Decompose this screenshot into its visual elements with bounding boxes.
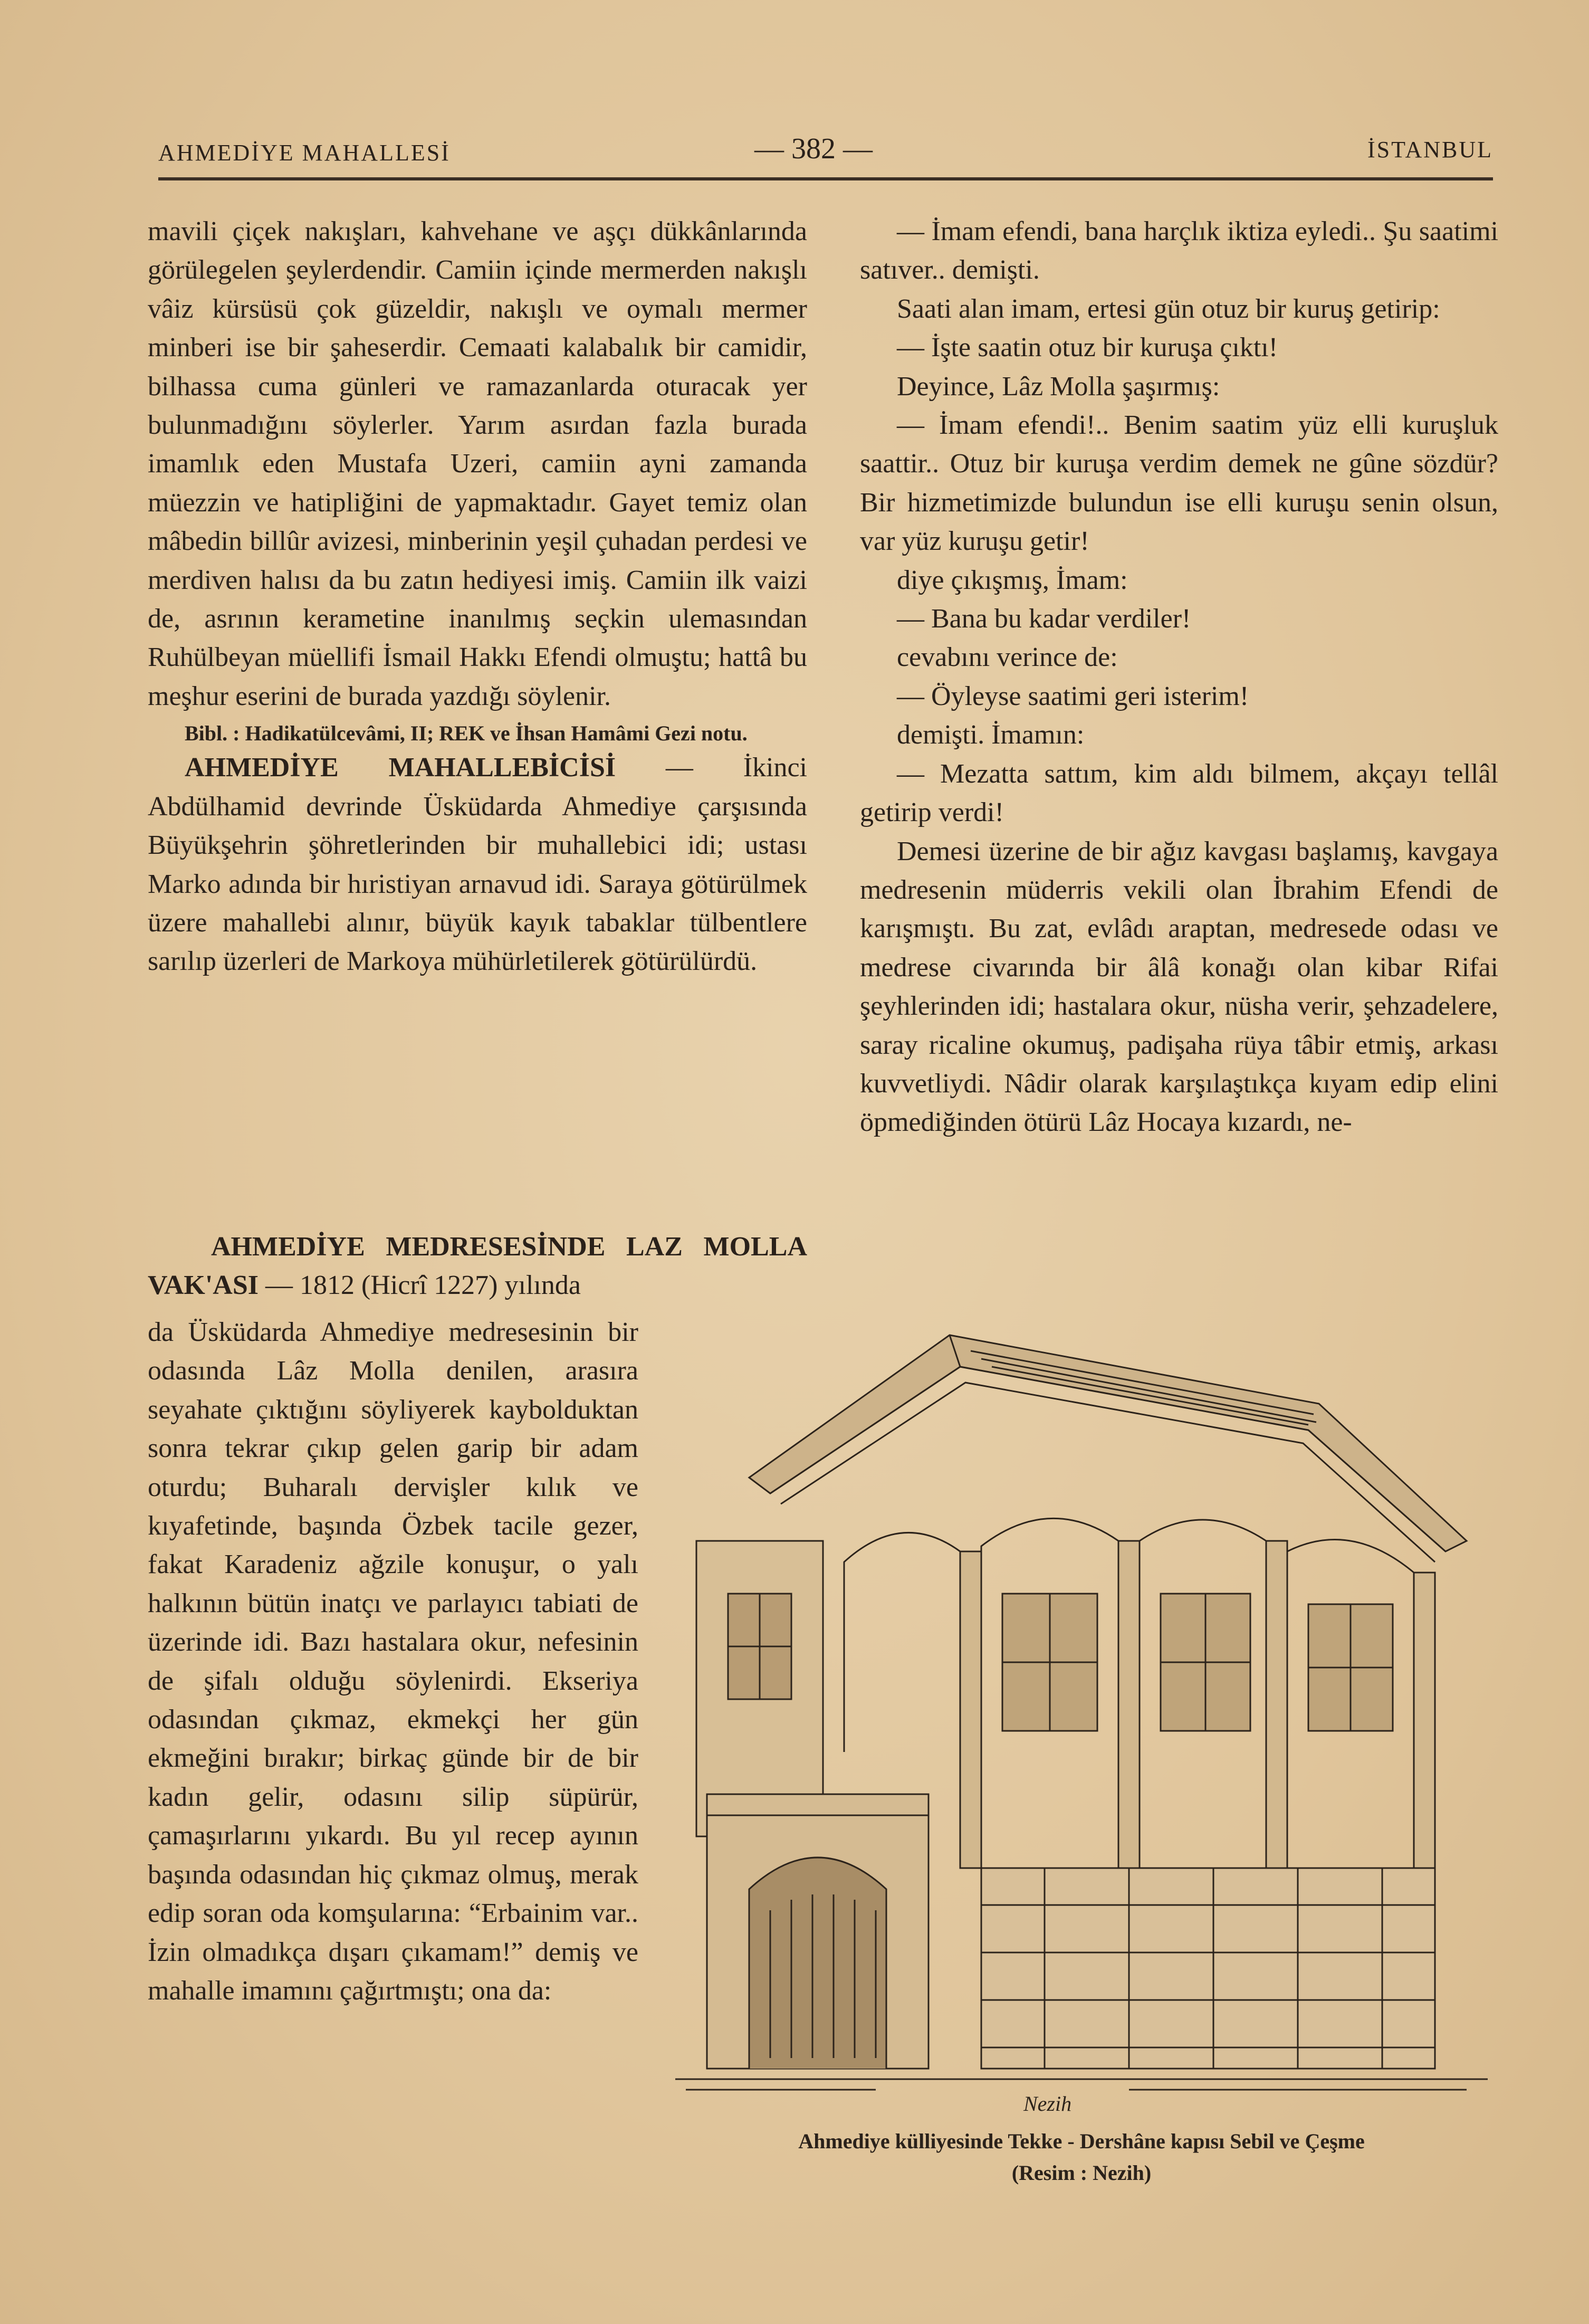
right-column (860, 212, 1498, 1142)
dialogue-line: — İşte saatin otuz bir kuruşa çıktı! (897, 332, 1278, 363)
dialogue-line: Deyince, Lâz Molla şaşırmış: (897, 371, 1220, 402)
entry-heading-muhallebici: AHMEDİYE MAHALLEBİCİSİ (185, 753, 616, 783)
dialogue-line: — Öyleyse saatimi geri isterim! (897, 681, 1249, 711)
left-column (148, 212, 807, 981)
laz-molla-heading-block (148, 1227, 807, 1305)
paragraph-laz-molla-head (148, 1227, 807, 1305)
entry-lead-laz-molla: — 1812 (Hicrî 1227) yılında (259, 1270, 581, 1301)
dialogue-line: diye çıkışmış, İmam: (897, 565, 1128, 595)
caption-line-1: Ahmediye külliyesinde Tekke - Dershâne kapısı Sebil ve Çeşme (798, 2129, 1365, 2153)
bibliography-note: Bibl. : Hadikatülcevâmi, II; REK ve İhsan Hamâmi Gezi notu. (185, 721, 748, 746)
caption-line-2: (Resim : Nezih) (1011, 2161, 1152, 2185)
illustration-signature: Nezih (1023, 2092, 1072, 2116)
laz-molla-body (148, 1313, 638, 2010)
building-illustration (654, 1319, 1509, 2116)
dialogue-line: — Mezatta sattım, kim aldı bilmem, akçayı tellâl getirip verdi! (860, 758, 1498, 828)
page-number: — 382 — (754, 132, 873, 165)
paragraph-mosque: mavili çiçek nakışları, kahvehane ve aşçı dükkânlarında görülegelen şeylerdendir. Camiin içinde mermerden nakışlı vâiz kürsüsü çok güzeldir, nakışlı ve oymalı mermer minberi ise bir şaheserdir. Cemaati kalabalık bir camidir, bilhassa cuma günleri ve ramazanlarda oturacak yer bulunmadığını söylerler. Yarım asırdan fazla burada imamlık eden Mustafa Uzeri, camiin ayni zamanda müezzin ve hatipliğini de yapmaktadır. Gayet temiz olan mâbedin billûr avizesi, minberinin yeşil çuhadan perdesi ve merdiven halısı da bu zatın hediyesi imiş. Camiin ilk vaizi de, asrının kerametine inanılmış seçkin ulemasından Ruhülbeyan müellifi İsmail Hakkı Efendi olmuştu; hattâ bu meşhur eserini de burada yazdığı söylenir. (148, 216, 807, 711)
dialogue-line: — İmam efendi, bana harçlık iktiza eyledi.. Şu saatimi satıver.. demişti. (860, 216, 1498, 285)
paragraph-muhallebici (148, 748, 807, 980)
paragraph-laz-molla-body: da Üsküdarda Ahmediye medresesinin bir odasında Lâz Molla denilen, arasıra seyahate çıktığını söyliyerek kaybolduktan sonra tekrar çıkıp gelen garip bir adam oturdu; Buharalı dervişler kılık ve kıyafetinde, başında Özbek tacile gezer, fakat Karadeniz ağzile konuşur, o yalı halkının bütün inatçı ve parlayıcı tabiati de üzerinde idi. Bazı hastalara okur, nefesinin de şifalı olduğu söylenirdi. Ekseriya odasından çıkmaz, ekmekçi her gün ekmeğini bırakır; birkaç günde bir de bir kadın gelir, odasını silip süpürür, çamaşırlarını yıkardı. Bu yıl recep ayının başında odasından hiç çıkmaz olmuş, merak edip soran oda komşularına: “Erbainim var.. İzin olmadıkça dışarı çıkamam!” demiş ve mahalle imamını çağırtmıştı; ona da: (148, 1317, 638, 2006)
header-rule (158, 177, 1493, 180)
dialogue-line: demişti. İmamın: (897, 720, 1085, 750)
dialogue-line: Saati alan imam, ertesi gün otuz bir kuruş getirip: (897, 293, 1440, 324)
dialogue-line: — İmam efendi!.. Benim saatim yüz elli kuruşluk saattir.. Otuz bir kuruşa verdim demek ne gûne sözdür? Bir hizmetimizde bulundun ise elli kuruşu senin olsun, var yüz kuruşu getir! (860, 410, 1498, 557)
entry-heading-laz-molla: AHMEDİYE MEDRESESİNDE LAZ MOLLA VAK'ASI (148, 1232, 807, 1301)
dialogue-line: — Bana bu kadar verdiler! (897, 604, 1191, 634)
illustration-caption (665, 2126, 1498, 2189)
dialogue-line: cevabını verince de: (897, 642, 1118, 673)
paragraph-dispute: Demesi üzerine de bir ağız kavgası başlamış, kavgaya medresenin müderris vekili olan İbrahim Efendi de karışmıştı. Bu zat, evlâdı araptan, medresede odası ve medrese civarında bir âlâ konağı olan kibar Rifai şeyhlerinden idi; hastalara okur, nüsha verir, şehzadelere, saray ricaline okumuş, padişaha rüya tâbir etmiş, arkası kuvvetliydi. Nâdir olarak karşılaştıkça kıyam edip elini öpmediğinden ötürü Lâz Hocaya kızardı, ne- (860, 836, 1498, 1138)
header-section-title: AHMEDİYE MAHALLESİ (158, 140, 451, 166)
running-header (158, 132, 1493, 174)
header-book-title: İSTANBUL (1367, 137, 1493, 163)
entry-body-muhallebici: — İkinci Abdülhamid devrinde Üsküdarda Ahmediye çarşısında Büyükşehrin şöhretlerinden bir muhallebici idi; ustası Marko adında bir hıristiyan arnavud idi. Saraya götürülmek üzere mahallebi alınır, büyük kayık tabaklar tülbentlere sarılıp üzerleri de Markoya mühürletilerek götürülürdü. (148, 753, 807, 977)
